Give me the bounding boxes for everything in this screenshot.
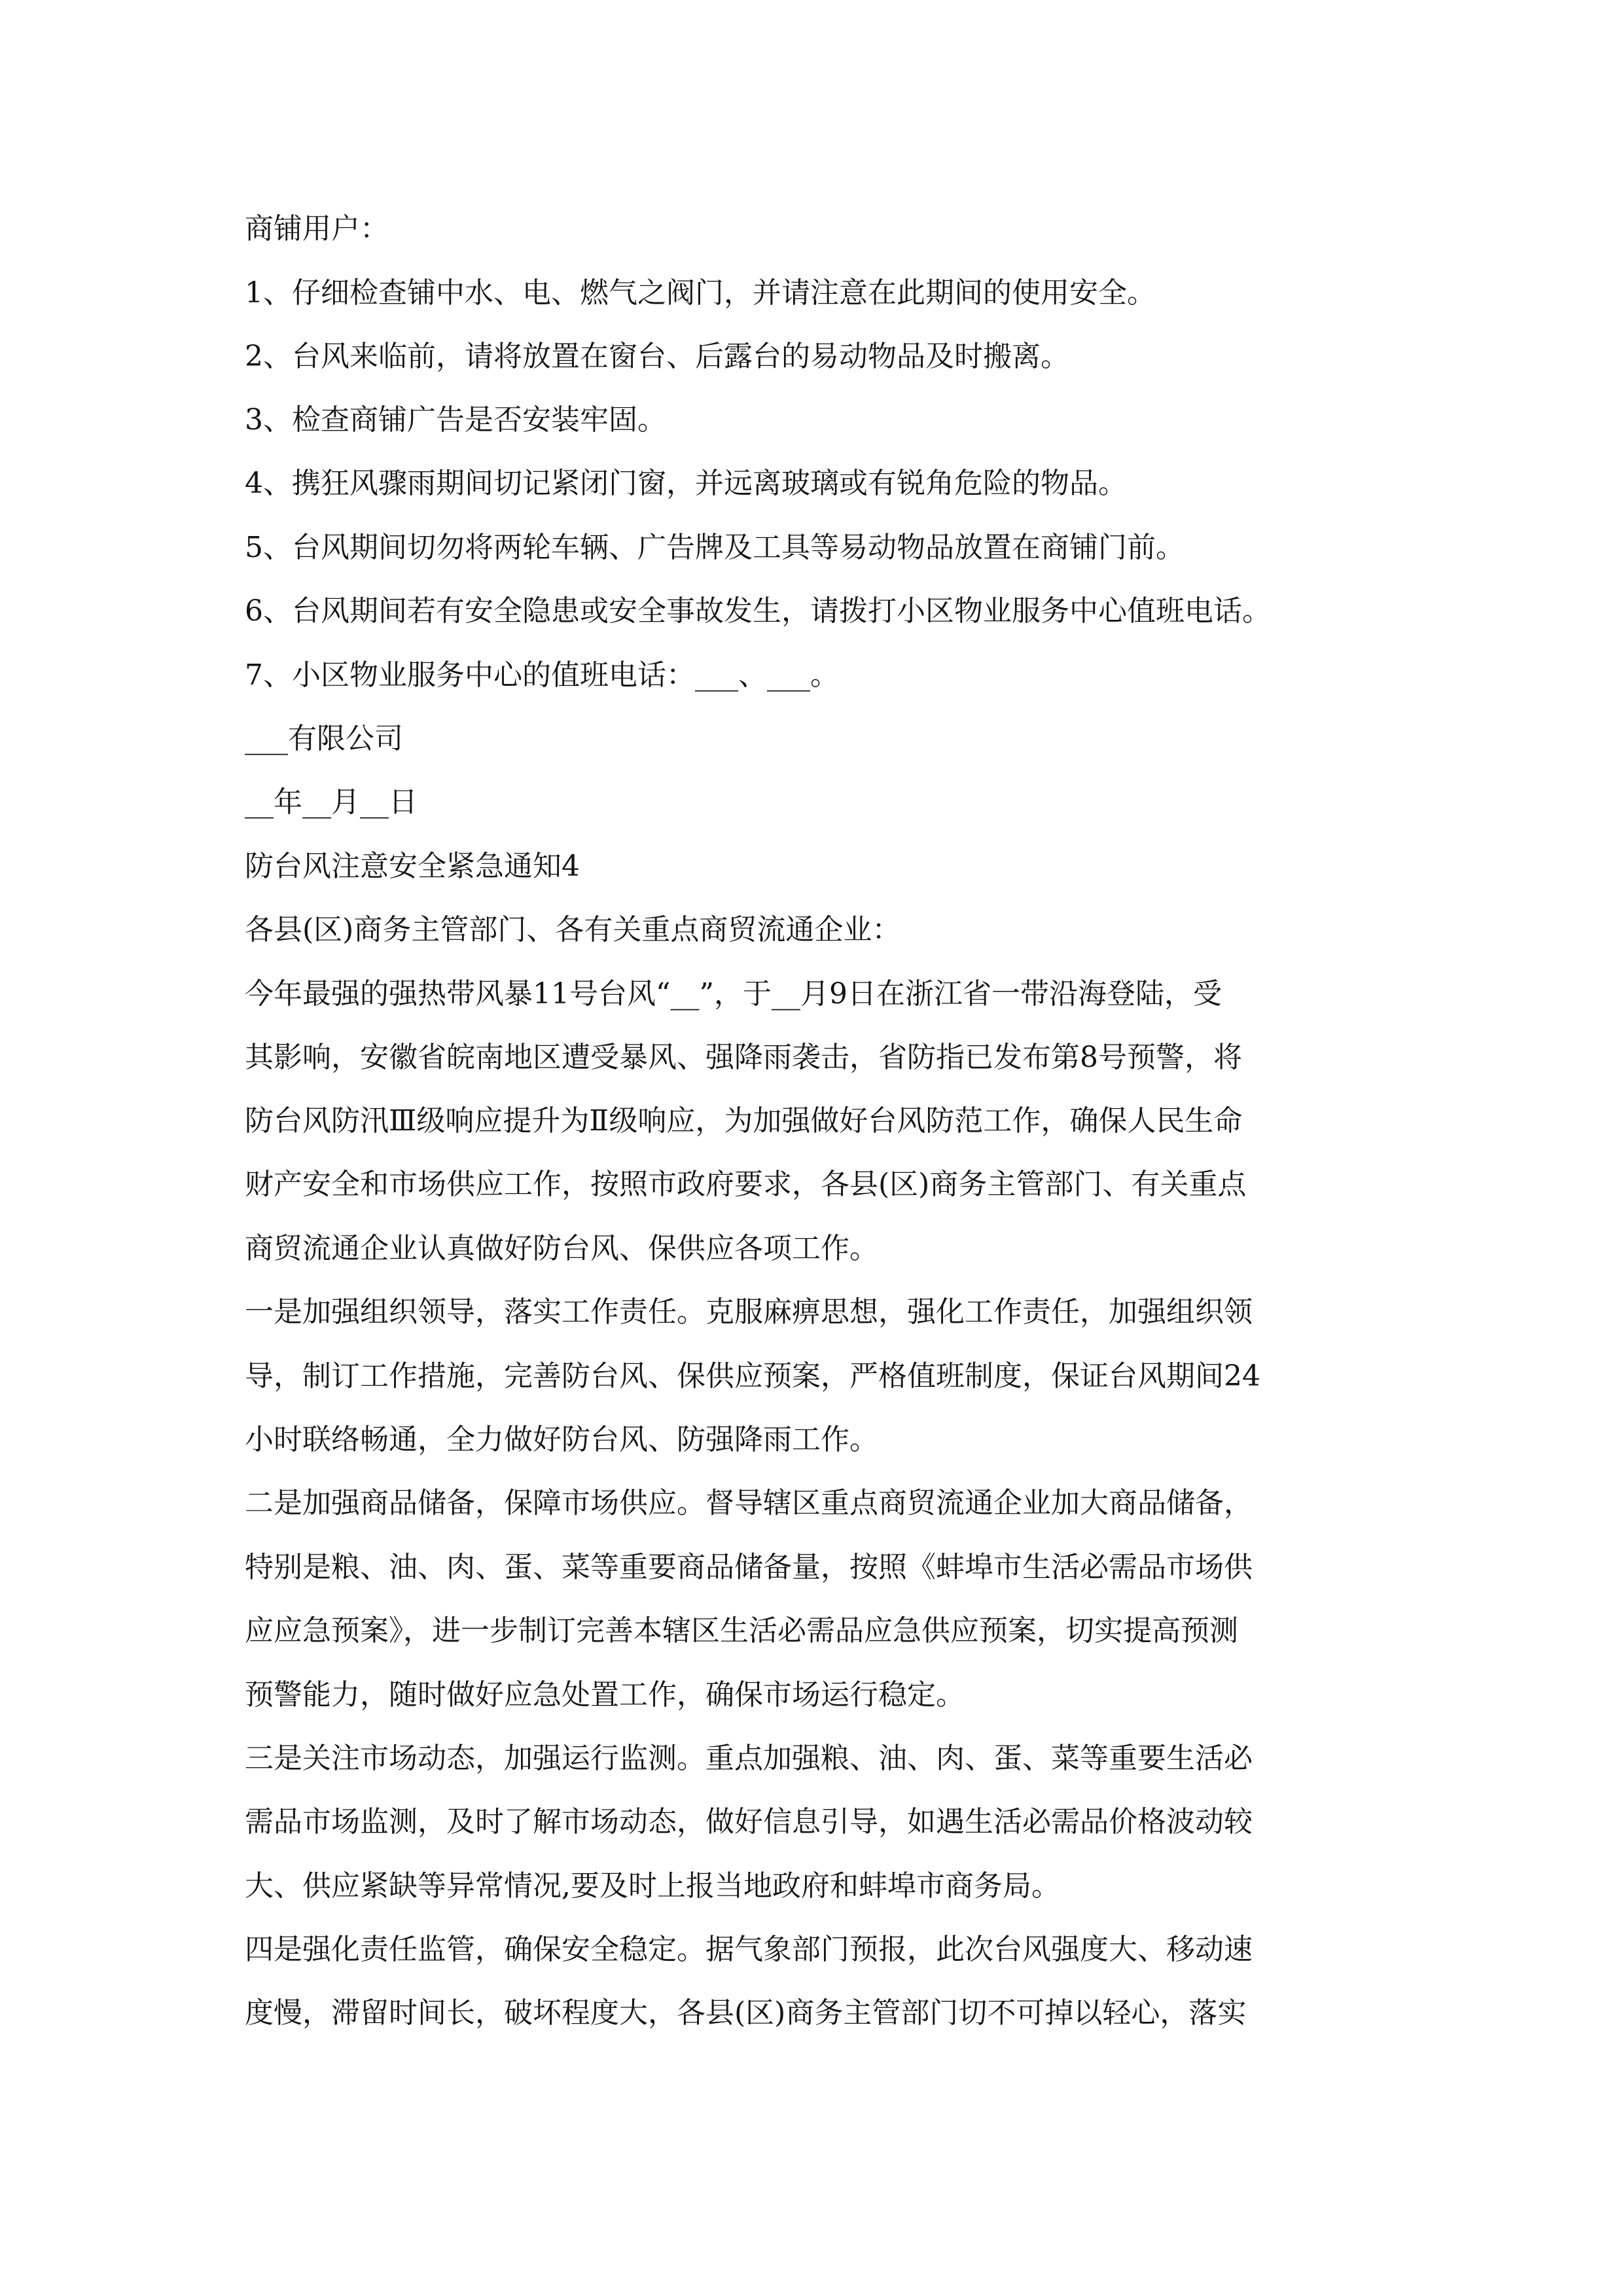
- salutation-shop-users: 商铺用户：: [245, 212, 389, 245]
- paragraph-intro-line: 今年最强的强热带风暴11号台风“__”，于__月9日在浙江省一带沿海登陆，受: [245, 977, 1222, 1011]
- paragraph-third-line: 需品市场监测，及时了解市场动态，做好信息引导，如遇生活必需品价格波动较: [245, 1805, 1253, 1839]
- paragraph-second-line: 应应急预案》，进一步制订完善本辖区生活必需品应急供应预案，切实提高预测: [245, 1614, 1238, 1647]
- shop-item-2: 2、台风来临前，请将放置在窗台、后露台的易动物品及时搬离。: [245, 340, 1069, 373]
- signature-date: __年__月__日: [245, 785, 418, 819]
- shop-item-1: 1、仔细检查铺中水、电、燃气之阀门，并请注意在此期间的使用安全。: [245, 276, 1156, 310]
- paragraph-intro-line: 商贸流通企业认真做好防台风、保供应各项工作。: [245, 1232, 878, 1265]
- paragraph-first-line: 导，制订工作措施，完善防台风、保供应预案，严格值班制度，保证台风期间24: [245, 1359, 1260, 1393]
- paragraph-intro-line: 防台风防汛Ⅲ级响应提升为Ⅱ级响应，为加强做好台风防范工作，确保人民生命: [245, 1104, 1243, 1138]
- paragraph-second-line: 预警能力，随时做好应急处置工作，确保市场运行稳定。: [245, 1678, 965, 1712]
- paragraph-fourth-line: 四是强化责任监管，确保安全稳定。据气象部门预报，此次台风强度大、移动速: [245, 1933, 1253, 1966]
- paragraph-intro-line: 其影响，安徽省皖南地区遭受暴风、强降雨袭击，省防指已发布第8号预警，将: [245, 1041, 1242, 1074]
- paragraph-third-line: 三是关注市场动态，加强运行监测。重点加强粮、油、肉、蛋、菜等重要生活必: [245, 1742, 1253, 1775]
- shop-item-3: 3、检查商铺广告是否安装牢固。: [245, 403, 666, 437]
- paragraph-third-line: 大、供应紧缺等异常情况,要及时上报当地政府和蚌埠市商务局。: [245, 1869, 1060, 1903]
- paragraph-second-line: 特别是粮、油、肉、蛋、菜等重要商品储备量，按照《蚌埠市生活必需品市场供: [245, 1551, 1253, 1584]
- shop-item-7: 7、小区物业服务中心的值班电话：___、___。: [245, 658, 839, 692]
- company-signature: ___有限公司: [245, 722, 403, 755]
- notice-title: 防台风注意安全紧急通知4: [245, 850, 580, 883]
- notice-salutation: 各县(区)商务主管部门、各有关重点商贸流通企业：: [245, 913, 901, 946]
- shop-item-5: 5、台风期间切勿将两轮车辆、广告牌及工具等易动物品放置在商铺门前。: [245, 531, 1185, 564]
- paragraph-intro-line: 财产安全和市场供应工作，按照市政府要求，各县(区)商务主管部门、有关重点: [245, 1168, 1247, 1201]
- paragraph-first-line: 一是加强组织领导，落实工作责任。克服麻痹思想，强化工作责任，加强组织领: [245, 1295, 1253, 1329]
- shop-item-6: 6、台风期间若有安全隐患或安全事故发生，请拨打小区物业服务中心值班电话。: [245, 594, 1271, 628]
- paragraph-first-line: 小时联络畅通，全力做好防台风、防强降雨工作。: [245, 1423, 878, 1456]
- paragraph-fourth-line: 度慢，滞留时间长，破坏程度大，各县(区)商务主管部门切不可掉以轻心，落实: [245, 1996, 1247, 2030]
- paragraph-second-line: 二是加强商品储备，保障市场供应。督导辖区重点商贸流通企业加大商品储备，: [245, 1486, 1253, 1520]
- shop-item-4: 4、携狂风骤雨期间切记紧闭门窗，并远离玻璃或有锐角危险的物品。: [245, 467, 1127, 500]
